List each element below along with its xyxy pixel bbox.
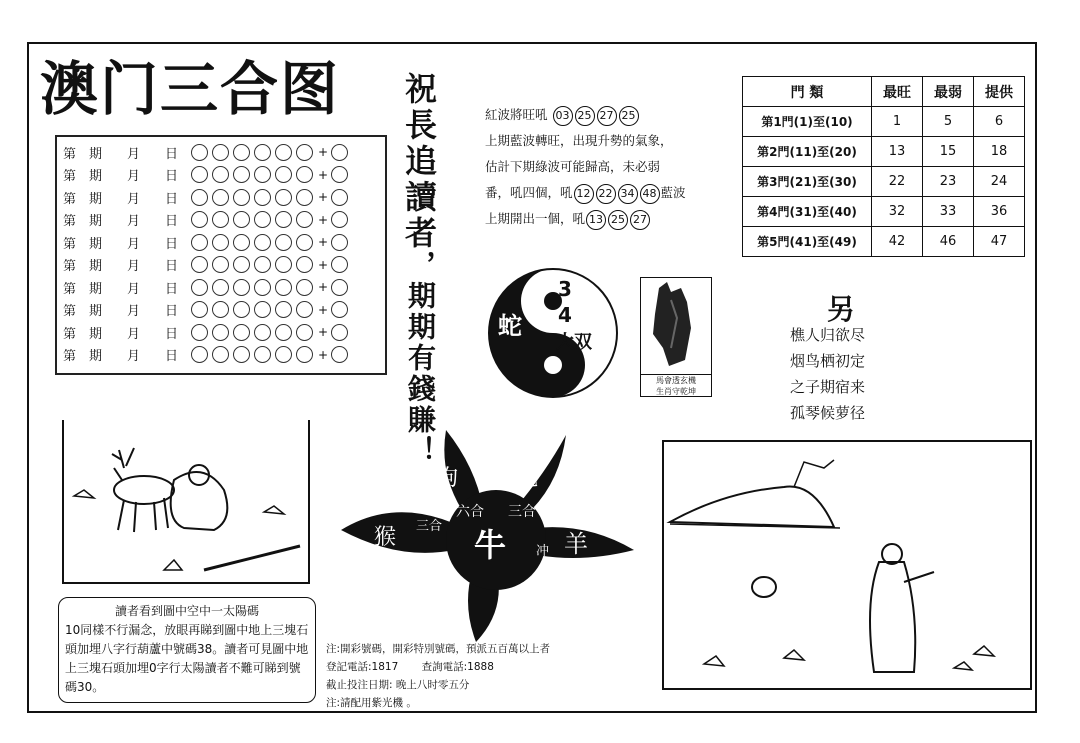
flower-chong: 冲 bbox=[536, 544, 550, 559]
slogan-line2: ，期期有錢賺！ bbox=[404, 250, 437, 467]
wave-line1: 紅波將旺吼 bbox=[485, 107, 548, 122]
circled-number: 13 bbox=[586, 210, 606, 230]
grid-label: 第 bbox=[63, 214, 77, 230]
grid-circle bbox=[296, 189, 313, 206]
grid-circle-special bbox=[331, 346, 348, 363]
grid-plus: + bbox=[318, 280, 329, 295]
note-register-phone: 登記電話:1817 bbox=[326, 661, 399, 673]
circled-number: 25 bbox=[608, 210, 628, 230]
door-row bbox=[743, 167, 1025, 197]
grid-circle-special bbox=[331, 211, 348, 228]
door-row bbox=[743, 107, 1025, 137]
wave-line4-numbers bbox=[573, 185, 661, 200]
grid-label: 第 bbox=[63, 326, 77, 342]
wave-line5: 上期開出一個，吼 bbox=[485, 211, 586, 226]
flower-sanhe2: 三合 bbox=[416, 519, 443, 534]
grid-circle bbox=[233, 301, 250, 318]
grid-circle bbox=[212, 144, 229, 161]
door-cell: 46 bbox=[923, 227, 974, 257]
grid-circle bbox=[212, 189, 229, 206]
door-cell: 13 bbox=[872, 137, 923, 167]
note-line3: 截止投注日期: 晚上八时零五分 bbox=[326, 679, 470, 691]
reader-note bbox=[58, 597, 316, 703]
grid-circle-special bbox=[331, 301, 348, 318]
grid-label: 日 bbox=[165, 214, 179, 230]
grid-circle-special bbox=[331, 144, 348, 161]
grid-circle bbox=[254, 324, 271, 341]
door-cell: 32 bbox=[872, 197, 923, 227]
grid-circle-special bbox=[331, 166, 348, 183]
flower-sanhe1: 三合 bbox=[508, 504, 536, 520]
grid-circle bbox=[296, 166, 313, 183]
grid-circle bbox=[296, 301, 313, 318]
grid-plus: + bbox=[318, 325, 329, 340]
circled-number: 27 bbox=[630, 210, 650, 230]
grid-label: 期 bbox=[89, 191, 103, 207]
grid-circle bbox=[254, 189, 271, 206]
page-frame-right bbox=[1035, 42, 1037, 712]
circled-number: 48 bbox=[640, 184, 660, 204]
grid-row bbox=[63, 209, 381, 232]
door-table bbox=[742, 76, 1025, 257]
grid-label: 第 bbox=[63, 304, 77, 320]
grid-circle bbox=[296, 256, 313, 273]
scholar-illustration bbox=[662, 440, 1032, 690]
grid-circle bbox=[296, 324, 313, 341]
grid-label: 日 bbox=[165, 146, 179, 162]
deer-scene-drawing bbox=[64, 420, 308, 580]
grid-circle bbox=[254, 166, 271, 183]
grid-plus: + bbox=[318, 257, 329, 272]
horse-box bbox=[640, 277, 712, 397]
grid-label: 日 bbox=[165, 191, 179, 207]
door-cell: 24 bbox=[974, 167, 1025, 197]
slogan-line1: 祝長追讀者 bbox=[400, 72, 438, 252]
grid-row bbox=[63, 231, 381, 254]
grid-plus: + bbox=[318, 190, 329, 205]
grid-circle bbox=[296, 279, 313, 296]
grid-label: 第 bbox=[63, 191, 77, 207]
grid-circle bbox=[212, 324, 229, 341]
grid-circle bbox=[275, 144, 292, 161]
grid-row bbox=[63, 299, 381, 322]
poem-line: 孤琴候萝径 bbox=[790, 404, 866, 422]
grid-label: 月 bbox=[127, 214, 141, 230]
note-line4: 注:請配用紫光機 。 bbox=[326, 697, 417, 709]
grid-circle bbox=[254, 211, 271, 228]
grid-circle bbox=[233, 189, 250, 206]
grid-plus: + bbox=[318, 235, 329, 250]
wave-line3: 估計下期綠波可能歸高，未必弱 bbox=[485, 159, 661, 174]
circled-number: 25 bbox=[575, 106, 595, 126]
flower-monkey: 猴 bbox=[374, 525, 397, 550]
grid-circle bbox=[254, 301, 271, 318]
grid-circle bbox=[254, 234, 271, 251]
grid-label: 期 bbox=[89, 169, 103, 185]
door-cell: 47 bbox=[974, 227, 1025, 257]
grid-label: 期 bbox=[89, 214, 103, 230]
note-line1: 注:開彩號碼，開彩特別號碼，預派五百萬以上者 bbox=[326, 643, 551, 655]
yy-label: 大双 bbox=[556, 332, 592, 353]
grid-circle bbox=[212, 346, 229, 363]
yy-n2: 4 bbox=[558, 303, 572, 327]
wave-line5-numbers bbox=[585, 211, 651, 226]
scholar-scene-drawing bbox=[664, 442, 1030, 688]
door-cell: 第4門(31)至(40) bbox=[743, 197, 872, 227]
circled-number: 03 bbox=[553, 106, 573, 126]
grid-circle-special bbox=[331, 189, 348, 206]
door-header: 提供 bbox=[974, 77, 1025, 107]
grid-label: 月 bbox=[127, 191, 141, 207]
grid-label: 日 bbox=[165, 236, 179, 252]
grid-plus: + bbox=[318, 347, 329, 362]
grid-label: 日 bbox=[165, 326, 179, 342]
grid-circle-special bbox=[331, 279, 348, 296]
grid-label: 月 bbox=[127, 349, 141, 365]
grid-plus: + bbox=[318, 167, 329, 182]
grid-row bbox=[63, 254, 381, 277]
wave-forecast bbox=[485, 102, 695, 232]
grid-circle bbox=[275, 324, 292, 341]
grid-circle bbox=[191, 234, 208, 251]
door-cell: 6 bbox=[974, 107, 1025, 137]
grid-label: 日 bbox=[165, 169, 179, 185]
grid-label: 日 bbox=[165, 349, 179, 365]
grid-circle bbox=[191, 279, 208, 296]
grid-row bbox=[63, 141, 381, 164]
grid-label: 月 bbox=[127, 281, 141, 297]
grid-circle bbox=[275, 346, 292, 363]
grid-circle bbox=[254, 256, 271, 273]
grid-circle-special bbox=[331, 256, 348, 273]
grid-circle bbox=[191, 256, 208, 273]
door-row bbox=[743, 197, 1025, 227]
grid-circle bbox=[296, 234, 313, 251]
grid-label: 期 bbox=[89, 236, 103, 252]
grid-label: 第 bbox=[63, 281, 77, 297]
grid-circle bbox=[191, 166, 208, 183]
grid-circle bbox=[233, 234, 250, 251]
grid-circle bbox=[233, 324, 250, 341]
grid-label: 期 bbox=[89, 146, 103, 162]
door-header: 最弱 bbox=[923, 77, 974, 107]
grid-circle bbox=[212, 166, 229, 183]
grid-circle bbox=[191, 189, 208, 206]
wave-line2: 上期藍波轉旺，出現升勢的氣象， bbox=[485, 133, 673, 148]
grid-label: 期 bbox=[89, 349, 103, 365]
grid-circle bbox=[296, 144, 313, 161]
grid-plus: + bbox=[318, 212, 329, 227]
grid-circle bbox=[191, 144, 208, 161]
grid-circle bbox=[191, 346, 208, 363]
door-cell: 22 bbox=[872, 167, 923, 197]
door-row bbox=[743, 137, 1025, 167]
grid-circle bbox=[191, 324, 208, 341]
door-cell: 第2門(11)至(20) bbox=[743, 137, 872, 167]
grid-label: 第 bbox=[63, 259, 77, 275]
door-cell: 36 bbox=[974, 197, 1025, 227]
grid-circle bbox=[212, 301, 229, 318]
grid-label: 月 bbox=[127, 169, 141, 185]
grid-circle bbox=[275, 211, 292, 228]
grid-label: 期 bbox=[89, 326, 103, 342]
door-cell: 5 bbox=[923, 107, 974, 137]
flower-liuhe: 六合 bbox=[456, 504, 484, 520]
grid-circle bbox=[233, 279, 250, 296]
wave-line1-numbers bbox=[552, 107, 640, 122]
grid-circle bbox=[212, 211, 229, 228]
grid-label: 期 bbox=[89, 259, 103, 275]
door-cell: 33 bbox=[923, 197, 974, 227]
reader-body: 10同樣不行漏念，放眼再睇到圖中地上三塊石頭加埋八字行葫蘆中號碼38。讀者可見圖中地上三塊石頭加埋0字行太陽讀者不難可睇到號碼30。 bbox=[65, 623, 309, 694]
circled-number: 12 bbox=[574, 184, 594, 204]
grid-circle bbox=[233, 211, 250, 228]
door-cell: 42 bbox=[872, 227, 923, 257]
grid-label: 第 bbox=[63, 349, 77, 365]
deer-illustration bbox=[62, 420, 310, 584]
yy-n1: 3 bbox=[558, 277, 572, 301]
grid-circle-special bbox=[331, 324, 348, 341]
grid-circle bbox=[275, 279, 292, 296]
door-header: 門 類 bbox=[743, 77, 872, 107]
grid-circle bbox=[275, 234, 292, 251]
note-query-phone: 查詢電話:1888 bbox=[421, 661, 494, 673]
circled-number: 27 bbox=[597, 106, 617, 126]
door-cell: 1 bbox=[872, 107, 923, 137]
grid-circle bbox=[233, 256, 250, 273]
grid-circle bbox=[296, 211, 313, 228]
page-frame-left bbox=[27, 42, 29, 712]
door-cell: 第1門(1)至(10) bbox=[743, 107, 872, 137]
poem-line: 樵人归欲尽 bbox=[790, 326, 866, 344]
grid-circle bbox=[296, 346, 313, 363]
grid-circle bbox=[275, 189, 292, 206]
poem-head: 另 bbox=[827, 293, 856, 326]
yy-animal: 蛇 bbox=[498, 312, 522, 340]
grid-circle bbox=[212, 256, 229, 273]
grid-label: 月 bbox=[127, 326, 141, 342]
grid-row bbox=[63, 164, 381, 187]
circled-number: 25 bbox=[619, 106, 639, 126]
grid-circle bbox=[275, 256, 292, 273]
grid-label: 月 bbox=[127, 236, 141, 252]
grid-circle bbox=[275, 301, 292, 318]
record-grid bbox=[55, 135, 387, 375]
grid-label: 月 bbox=[127, 259, 141, 275]
page-title: 澳门三合图 bbox=[40, 55, 341, 123]
door-cell: 15 bbox=[923, 137, 974, 167]
grid-label: 期 bbox=[89, 281, 103, 297]
flower-ox: 牛 bbox=[474, 526, 507, 564]
grid-label: 月 bbox=[127, 146, 141, 162]
grid-label: 月 bbox=[127, 304, 141, 320]
grid-circle bbox=[275, 166, 292, 183]
door-cell: 第3門(21)至(30) bbox=[743, 167, 872, 197]
door-header: 最旺 bbox=[872, 77, 923, 107]
grid-plus: + bbox=[318, 145, 329, 160]
grid-row bbox=[63, 321, 381, 344]
grid-label: 第 bbox=[63, 236, 77, 252]
yin-yang-symbol bbox=[486, 266, 620, 400]
grid-circle bbox=[233, 166, 250, 183]
grid-row bbox=[63, 186, 381, 209]
wave-line4b: 藍波 bbox=[660, 185, 686, 200]
grid-circle bbox=[212, 279, 229, 296]
grid-circle bbox=[233, 144, 250, 161]
grid-row bbox=[63, 344, 381, 367]
horse-head-illustration bbox=[641, 278, 711, 370]
circled-number: 22 bbox=[596, 184, 616, 204]
zodiac-flower bbox=[336, 420, 636, 645]
flower-dragon: 龙 bbox=[516, 466, 539, 491]
circled-number: 34 bbox=[618, 184, 638, 204]
grid-circle bbox=[254, 144, 271, 161]
poem-line: 烟鸟栖初定 bbox=[790, 352, 866, 370]
grid-label: 日 bbox=[165, 304, 179, 320]
grid-label: 第 bbox=[63, 169, 77, 185]
wave-line4a: 番，吼四個，吼 bbox=[485, 185, 573, 200]
grid-label: 日 bbox=[165, 281, 179, 297]
poem-line: 之子期宿来 bbox=[790, 378, 866, 396]
grid-circle bbox=[254, 279, 271, 296]
flower-sheep: 羊 bbox=[564, 530, 588, 558]
grid-circle bbox=[191, 211, 208, 228]
grid-circle bbox=[254, 346, 271, 363]
door-cell: 18 bbox=[974, 137, 1025, 167]
grid-label: 期 bbox=[89, 304, 103, 320]
grid-label: 第 bbox=[63, 146, 77, 162]
door-cell: 第5門(41)至(49) bbox=[743, 227, 872, 257]
reader-head: 讀者看到圖中空中一太陽碼 bbox=[114, 604, 259, 618]
grid-circle bbox=[191, 301, 208, 318]
door-cell: 23 bbox=[923, 167, 974, 197]
flower-dog: 狗 bbox=[436, 466, 459, 491]
grid-plus: + bbox=[318, 302, 329, 317]
grid-label: 日 bbox=[165, 259, 179, 275]
door-row bbox=[743, 227, 1025, 257]
grid-row bbox=[63, 276, 381, 299]
horse-caption: 馬會透玄機 生肖守乾坤 bbox=[641, 374, 711, 397]
footer-notes bbox=[326, 640, 550, 712]
poem bbox=[790, 322, 865, 426]
grid-circle-special bbox=[331, 234, 348, 251]
grid-circle bbox=[212, 234, 229, 251]
grid-circle bbox=[233, 346, 250, 363]
